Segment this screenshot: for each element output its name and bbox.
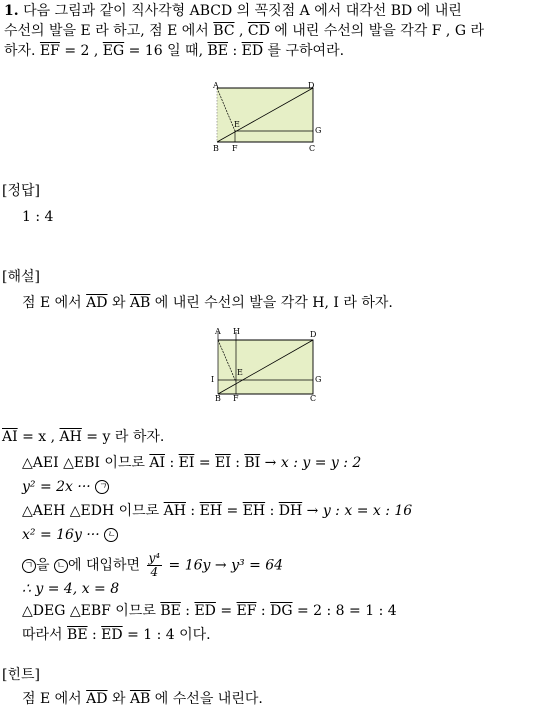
circled-label-icon: ㄱ: [22, 559, 36, 573]
text: = x ,: [17, 429, 60, 445]
text: y² = 2x ···: [22, 479, 96, 495]
problem-line-1: [4, 2, 462, 20]
segment-be: $\overline{BE}$: [207, 43, 228, 59]
label-e: E: [237, 368, 243, 377]
numerator: y⁴: [148, 551, 161, 565]
answer-value: 1 : 4: [22, 209, 54, 225]
text: = 1 : 4 이다.: [122, 627, 211, 643]
text: = 2 : 8 = 1 : 4: [292, 603, 397, 619]
text: 와: [107, 295, 130, 311]
text: 하자.: [4, 43, 40, 59]
denominator: 4: [150, 565, 159, 579]
text: = 16 일 때,: [124, 43, 208, 59]
segment-ah: $\overline{AH}$: [163, 503, 186, 519]
label-i: I: [211, 375, 215, 384]
segment-cd: $\overline{CD}$: [247, 23, 270, 39]
text: → x : y = y : 2: [260, 455, 362, 471]
label-h: H: [233, 327, 240, 336]
text: 점 E 에서: [22, 295, 87, 311]
segment-bc: $\overline{BC}$: [213, 23, 235, 39]
label-e: E: [234, 120, 240, 129]
segment-eg: $\overline{EG}$: [102, 43, 125, 59]
segment-be: $\overline{BE}$: [160, 603, 181, 619]
figure-rectangle-1: [205, 80, 335, 156]
text: 따라서: [22, 627, 68, 643]
text: :: [228, 43, 242, 59]
segment-ad: $\overline{AD}$: [86, 295, 108, 311]
step-1: [2, 428, 164, 446]
segment-ab: $\overline{AB}$: [129, 691, 151, 707]
label-b: B: [213, 144, 219, 153]
text: :: [165, 455, 179, 471]
text: :: [185, 503, 200, 519]
segment-ef: $\overline{EF}$: [39, 43, 60, 59]
text: 수선의 발을 E 라 하고, 점 E 에서: [4, 23, 214, 39]
solution-intro: [22, 294, 393, 312]
segment-ei: $\overline{EI}$: [178, 455, 195, 471]
text: = 16y → y³ = 64: [164, 557, 284, 574]
label-f: F: [233, 394, 239, 402]
label-g: G: [315, 375, 322, 384]
text: 에 수선을 내린다.: [150, 691, 263, 707]
circled-label-icon: ㄴ: [104, 528, 118, 542]
label-f: F: [232, 144, 238, 153]
segment-ei: $\overline{EI}$: [215, 455, 231, 471]
circled-label-icon: ㄴ: [54, 559, 68, 573]
segment-ed: $\overline{ED}$: [101, 627, 123, 643]
text: △AEH △EDH 이므로: [22, 503, 164, 519]
text: 에 대입하면: [67, 557, 145, 574]
label-a: A: [213, 81, 219, 90]
step-6: [22, 552, 283, 579]
answer-heading: [정답]: [2, 183, 40, 199]
text: x² = 16y ···: [22, 527, 105, 543]
segment-ai: $\overline{AI}$: [149, 455, 165, 471]
hint-heading: [힌트]: [2, 667, 40, 683]
text: :: [180, 603, 195, 619]
segment-eh: $\overline{EH}$: [199, 503, 223, 519]
segment-ai: $\overline{AI}$: [2, 429, 18, 445]
label-d: D: [308, 81, 315, 90]
label-g: G: [315, 126, 322, 135]
segment-eh: $\overline{EH}$: [242, 503, 266, 519]
step-7: ∴ y = 4, x = 8: [22, 581, 120, 597]
text: =: [215, 603, 237, 619]
text: → y : x = x : 16: [302, 503, 413, 519]
label-d: D: [310, 330, 317, 339]
label-c: C: [310, 394, 317, 402]
segment-ed: $\overline{ED}$: [194, 603, 216, 619]
hint-text: [22, 690, 263, 708]
problem-text-1: 다음 그림과 같이 직사각형 ABCD 의 꼭짓점 A 에서 대각선 BD 에 내린: [23, 3, 462, 19]
problem-line-2: [4, 22, 484, 40]
step-8: [22, 602, 397, 620]
label-c: C: [309, 144, 316, 153]
text: =: [194, 455, 216, 471]
segment-ah: $\overline{AH}$: [59, 429, 82, 445]
segment-bi: $\overline{BI}$: [244, 455, 261, 471]
text: = y 라 하자.: [81, 429, 165, 445]
text: 와: [107, 691, 130, 707]
text: 에 내린 수선의 발을 각각 H, I 라 하자.: [150, 295, 393, 311]
segment-dh: $\overline{DH}$: [278, 503, 303, 519]
solution-heading: [해설]: [2, 269, 40, 285]
problem-number: 1.: [4, 3, 19, 19]
step-5: [22, 526, 118, 544]
text: :: [256, 603, 271, 619]
label-b: B: [215, 394, 221, 402]
segment-ab: $\overline{AB}$: [129, 295, 151, 311]
text: = 2 ,: [59, 43, 103, 59]
segment-ef: $\overline{EF}$: [236, 603, 257, 619]
label-a: A: [215, 327, 221, 336]
text: △AEI △EBI 이므로: [22, 455, 150, 471]
text: :: [230, 455, 245, 471]
text: 을: [36, 557, 54, 574]
text: =: [222, 503, 243, 519]
segment-dg: $\overline{DG}$: [270, 603, 293, 619]
text: 점 E 에서: [22, 691, 87, 707]
text: 에 내린 수선의 발을 각각 F , G 라: [269, 23, 484, 39]
text: ,: [234, 23, 248, 39]
step-4: [22, 502, 412, 520]
text: 를 구하여라.: [263, 43, 345, 59]
circled-label-icon: ㄱ: [95, 480, 109, 494]
step-2: [22, 454, 361, 472]
step-9: [22, 626, 211, 644]
fraction: [147, 552, 163, 579]
segment-be: $\overline{BE}$: [67, 627, 88, 643]
step-3: [22, 478, 109, 496]
segment-ed: $\overline{ED}$: [241, 43, 264, 59]
text: :: [265, 503, 279, 519]
text: △DEG △EBF 이므로: [22, 603, 161, 619]
problem-line-3: [4, 42, 344, 60]
segment-ad: $\overline{AD}$: [86, 691, 108, 707]
figure-rectangle-2: [206, 324, 336, 402]
text: :: [87, 627, 102, 643]
